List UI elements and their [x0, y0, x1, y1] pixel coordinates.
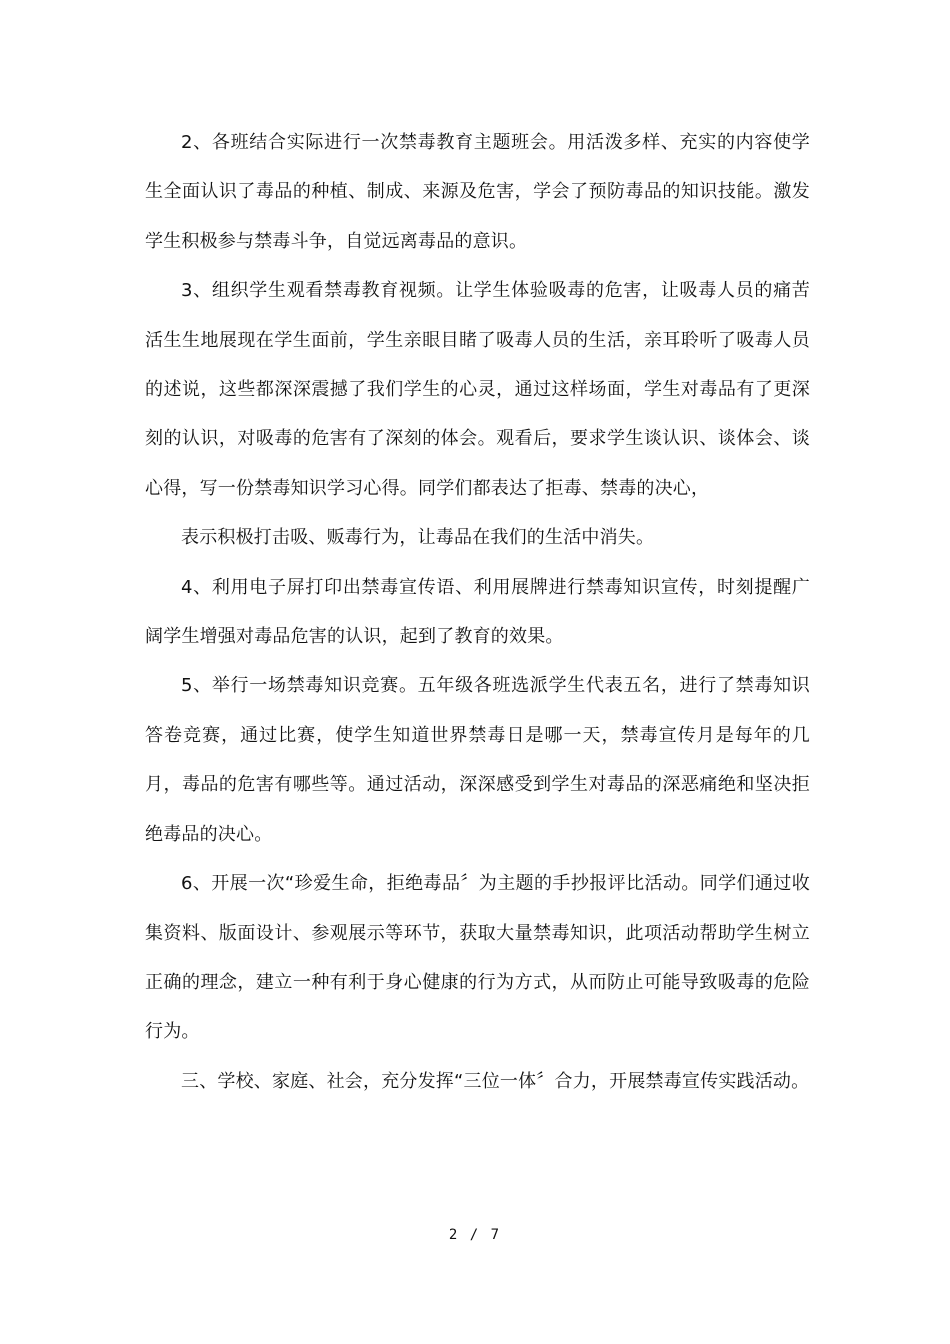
document-body — [145, 118, 810, 1106]
paragraph-3: 3、组织学生观看禁毒教育视频。让学生体验吸毒的危害，让吸毒人员的痛苦活生生地展现在学生面前，学生亲眼目睹了吸毒人员的生活，亲耳聆听了吸毒人员的述说，这些都深深震撼了我们学生的心灵，通过这样场面，学生对毒品有了更深刻的认识，对吸毒的危害有了深刻的体会。观看后，要求学生谈认识、谈体会、谈心得，写一份禁毒知识学习心得。同学们都表达了拒毒、禁毒的决心， — [145, 280, 810, 499]
section-three-heading: 三、学校、家庭、社会，充分发挥“三位一体〞合力，开展禁毒宣传实践活动。 — [181, 1070, 810, 1092]
paragraph-6: 6、开展一次“珍爱生命，拒绝毒品〞为主题的手抄报评比活动。同学们通过收集资料、版面设计、参观展示等环节，获取大量禁毒知识，此项活动帮助学生树立正确的理念，建立一种有利于身心健康的行为方式，从而防止可能导致吸毒的危险行为。 — [145, 873, 810, 1043]
page-number: 2 / 7 — [448, 1227, 502, 1243]
paragraph-5: 5、举行一场禁毒知识竞赛。五年级各班选派学生代表五名，进行了禁毒知识答卷竞赛，通过比赛，使学生知道世界禁毒日是哪一天，禁毒宣传月是每年的几月，毒品的危害有哪些等。通过活动，深深感受到学生对毒品的深恶痛绝和坚决拒绝毒品的决心。 — [145, 675, 810, 845]
paragraph-2: 2、各班结合实际进行一次禁毒教育主题班会。用活泼多样、充实的内容使学生全面认识了毒品的种植、制成、来源及危害，学会了预防毒品的知识技能。激发学生积极参与禁毒斗争，自觉远离毒品的意识。 — [145, 132, 810, 252]
paragraph-4: 4、利用电子屏打印出禁毒宣传语、利用展牌进行禁毒知识宣传，时刻提醒广阔学生增强对毒品危害的认识，起到了教育的效果。 — [145, 576, 810, 648]
paragraph-3-continued: 表示积极打击吸、贩毒行为，让毒品在我们的生活中消失。 — [181, 527, 655, 549]
